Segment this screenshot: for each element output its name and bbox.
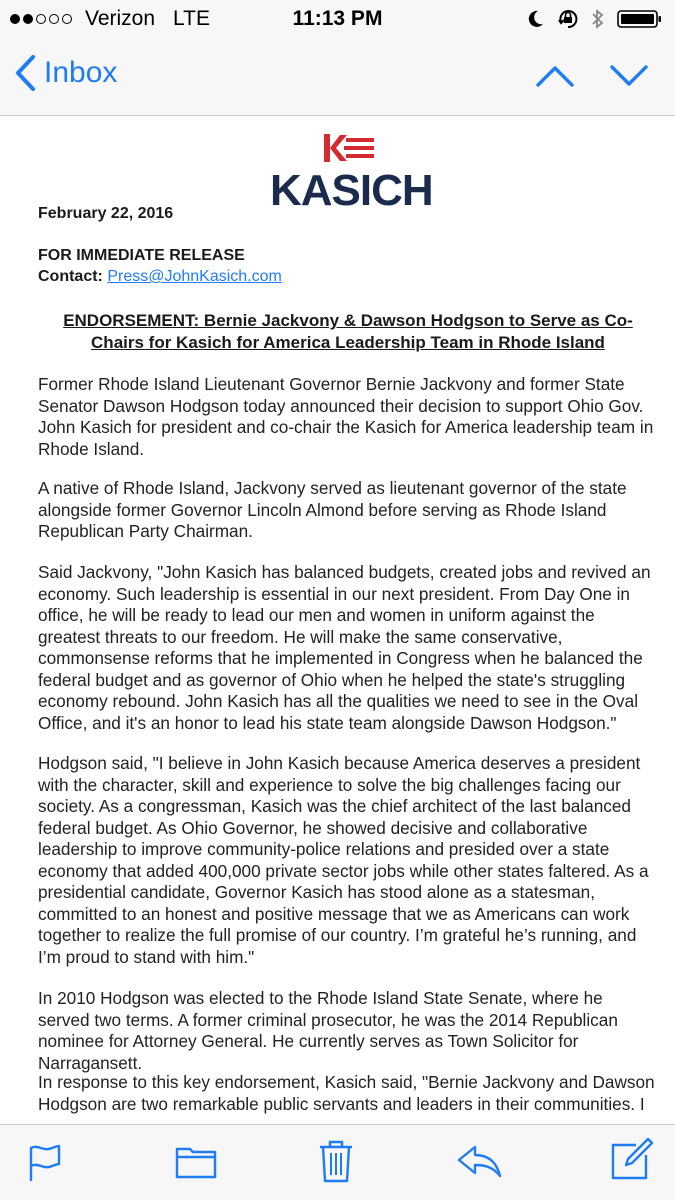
- battery-icon: [617, 9, 663, 29]
- release-label: FOR IMMEDIATE RELEASE: [38, 247, 245, 264]
- paragraph: In response to this key endorsement, Kasich said, "Bernie Jackvony and Dawson Hodgson are two remarkable public servants and leaders in their communities. I: [38, 1072, 655, 1114]
- paragraph: Hodgson said, "I believe in John Kasich because America deserves a president with the character, skill and experience to solve the big challenges facing our society. As a congressman, Kasich was the chief architect of the last balanced federal budget. As Ohio Governor, he showed decisive and collaborative leadership to improve community-police relations and presided over a state economy that added 400,000 private sector jobs while other states faltered. As a presidential candidate, Governor Kasich has stood alone as a statesman, committed to an honest and positive message that we as Americans can work together to realize the full promise of our country. I’m grateful he’s running, and I’m proud to stand with him.": [38, 753, 649, 967]
- contact-email-link[interactable]: Press@JohnKasich.com: [107, 268, 282, 285]
- paragraph: Former Rhode Island Lieutenant Governor Bernie Jackvony and former State Senator Dawson Hodgson today announced their decision to support Ohio Gov. John Kasich for president and co-chair the Kasich for America leadership team in Rhode Island.: [38, 374, 654, 459]
- bottom-toolbar: [0, 1124, 675, 1200]
- chevron-up-icon[interactable]: [535, 64, 575, 88]
- headline: ENDORSEMENT: Bernie Jackvony & Dawson Hodgson to Serve as Co-Chairs for Kasich for America Leadership Team in Rhode Island: [63, 311, 633, 352]
- carrier-name: Verizon: [85, 7, 156, 30]
- paragraph: Said Jackvony, "John Kasich has balanced budgets, created jobs and revived an economy. Such leadership is essential in our next president. From Day One in office, he will be ready to lead our men and women in uniform against the greatest threats to our freedom. He will make the same conservative, commonsense reforms that he implemented in Congress when he balanced the federal budget and as governor of Ohio when he helped the state's struggling economy rebound. John Kasich has all the qualities we need to see in the Oval Office, and it's an honor to lead his state team alongside Dawson Hodgson.": [38, 562, 651, 733]
- status-time: 11:13 PM: [292, 7, 383, 30]
- contact-label: Contact:: [38, 268, 103, 285]
- paragraph: In 2010 Hodgson was elected to the Rhode Island State Senate, where he served two terms. A former criminal prosecutor, he was the 2014 Republican nominee for Attorney General. He currently serves as Town Solicitor for Narragansett.: [38, 988, 618, 1073]
- contact-line: [38, 268, 282, 286]
- compose-icon[interactable]: [610, 1137, 654, 1181]
- chevron-left-icon: [14, 54, 36, 92]
- flag-icon[interactable]: [28, 1143, 62, 1183]
- back-to-inbox-button[interactable]: [14, 54, 117, 92]
- bluetooth-icon: [591, 8, 605, 30]
- network-type: LTE: [173, 7, 211, 30]
- status-bar-right: [515, 8, 663, 30]
- kasich-logo: [270, 128, 433, 218]
- release-date: February 22, 2016: [38, 205, 174, 222]
- status-bar: [0, 0, 675, 40]
- navigation-bar: [0, 40, 675, 116]
- back-label: Inbox: [44, 56, 118, 89]
- logo-text: KASICH: [270, 166, 433, 215]
- folder-icon[interactable]: [175, 1143, 217, 1179]
- paragraph: A native of Rhode Island, Jackvony served as lieutenant governor of the state alongside former Governor Lincoln Almond before serving as Rhode Island Republican Party Chairman.: [38, 478, 627, 541]
- chevron-down-icon[interactable]: [609, 64, 649, 88]
- trash-icon[interactable]: [318, 1139, 354, 1183]
- reply-icon[interactable]: [455, 1143, 503, 1179]
- logo-k-mark: [324, 132, 376, 169]
- rotation-lock-icon: [557, 8, 579, 30]
- do-not-disturb-icon: [527, 9, 545, 29]
